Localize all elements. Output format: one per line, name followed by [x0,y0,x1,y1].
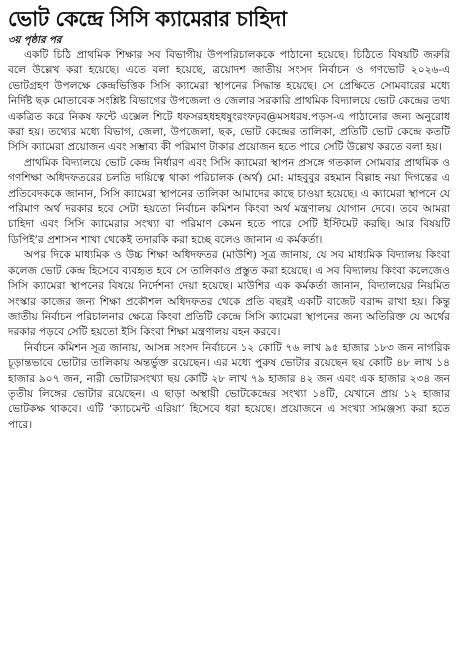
article-paragraph-2: প্রাথমিক বিদ্যালয়ে ভোট কেন্দ্র নির্ধারণ এবং সিসি ক্যামেরা স্থাপন প্রসঙ্গে গতকাল সোমবার প্রাথমিক ও গণশিক্ষা অধিদফতরের চলতি দায়িত্বে থাকা পরিচালক (অর্থ) মো: মাহবুবুর রহমান বিল্লাহ নয়া দিগন্তের এ প্রতিবেদককে জানান, সিসি ক্যামেরা স্থাপনের তালিকা আমাদের কাছে চাওয়া হয়েছে। এ ক্যামেরা স্থাপনে যে পরিমাণ অর্থ দরকার হবে সেটা হয়তো নির্বাচন কমিশন কিংবা অর্থ মন্ত্রণালয় যোগান দেবে। তবে আমরা চাহিদা এবং সিসি ক্যামেরার সংখ্যা বা পরিমাণ কেমন হতে পারে সেটি ইস্টিমেট করছি। আর বিষয়টি ডিপিই’র প্রশাসন শাখা থেকেই তদারকি করা হচ্ছে বলেও জানান এ কর্মকর্তা। [8,156,450,246]
article-paragraph-1: একটি চিঠি প্রাথমিক শিক্ষার সব বিভাগীয় উপপরিচালককে পাঠানো হয়েছে। চিঠিতে বিষয়টি জরুরি বলে উল্লেখ করা হয়েছে। এতে বলা হয়েছে, ত্রয়োদশ জাতীয় সংসদ নির্বাচন ও গণভোট ২০২৬-এ ভোটগ্রহণ উপলক্ষে কেন্দ্রভিত্তিক সিসি ক্যামেরা স্থাপনের সিদ্ধান্ত হয়েছে। সে প্রেক্ষিতে সোমবারের মধ্যে নির্দিষ্ট ছক মোতাবেক সংশ্লিষ্ট বিভাগের উপজেলা ও জেলার সরকারি প্রাথমিক বিদ্যালয়ে ভোট কেন্দ্রের তথ্য একত্রিত করে নিকষ ফন্টে এক্সেল শিটে ধফসরহধহধষুংরংফঢ়ব@মসধরষ.পড়স-এ পাঠানোর জন্য অনুরোধ করা হয়। তথ্যের মধ্যে বিভাগ, জেলা, উপজেলা, ছক, ভোট কেন্দ্রের তালিকা, প্রতিটি ভোট কেন্দ্রে কতটি সিসি ক্যামেরা প্রয়োজন এবং সম্ভাব্য কী পরিমাণ টাকার প্রয়োজন হতে পারে সেটি উল্লেখ করতে বলা হয়। [8,49,450,154]
continued-from-label: ৩য় পৃষ্ঠার পর [8,35,62,46]
article-headline: ভোট কেন্দ্রে সিসি ক্যামেরার চাহিদা [8,7,287,31]
article-body [8,48,450,433]
article-paragraph-3: অপর দিকে মাধ্যমিক ও উচ্চ শিক্ষা অধিদফতর (মাউশি) সূত্র জানায়, যে সব মাধ্যমিক বিদ্যালয় কিংবা কলেজ ভোট কেন্দ্র হিসেবে ব্যবহৃত হবে সে তালিকাও প্রস্তুত করা হয়েছে। এ সব বিদ্যালয় কিংবা কলেজেও সিসি ক্যামেরা স্থাপনের বিষয়ে নির্দেশনা দেয়া হয়েছে। মাউশির এক কর্মকর্তা জানান, বিদ্যালয়ের নিয়মিত সংস্কার কাজের জন্য শিক্ষা প্রকৌশল অধিদফতর থেকে প্রতি বছরই একটি বাজেট বরাদ্দ রাখা হয়। কিন্তু জাতীয় নির্বাচন পরিচালনার ক্ষেত্রে কিংবা প্রতিটি কেন্দ্রে সিসি ক্যামেরা স্থাপনের জন্য অতিরিক্ত যে অর্থের দরকার পড়বে সেটি হয়তো ইসি কিংবা শিক্ষা মন্ত্রণালয় বহন করবে। [8,249,450,339]
article-paragraph-4: নির্বাচন কমিশন সূত্র জানায়, আসন্ন সংসদ নির্বাচনে ১২ কোটি ৭৬ লাখ ৯৫ হাজার ১৮৩ জন নাগরিক চূড়ান্তভাবে ভোটার তালিকায় অন্তর্ভুক্ত রয়েছেন। এর মধ্যে পুরুষ ভোটার রয়েছেন ছয় কোটি ৪৮ লাখ ১৪ হাজার ৯০৭ জন, নারী ভোটারসংখ্যা ছয় কোটি ২৮ লাখ ৭৯ হাজার ৪২ জন এবং এক হাজার ২৩৪ জন তৃতীয় লিঙ্গের ভোটার রয়েছেন। এ ছাড়া অস্থায়ী ভোটকেন্দ্রের সংখ্যা ১৪টি, যেখানে প্রায় ১২ হাজার ভোটকক্ষ থাকবে। এটি ‘ক্যাচমেন্ট এরিয়া’ হিসেবে ধরা হয়েছে। প্রয়োজনে এ সংখ্যা সামঞ্জস্য করা হতে পারে। [8,341,450,431]
